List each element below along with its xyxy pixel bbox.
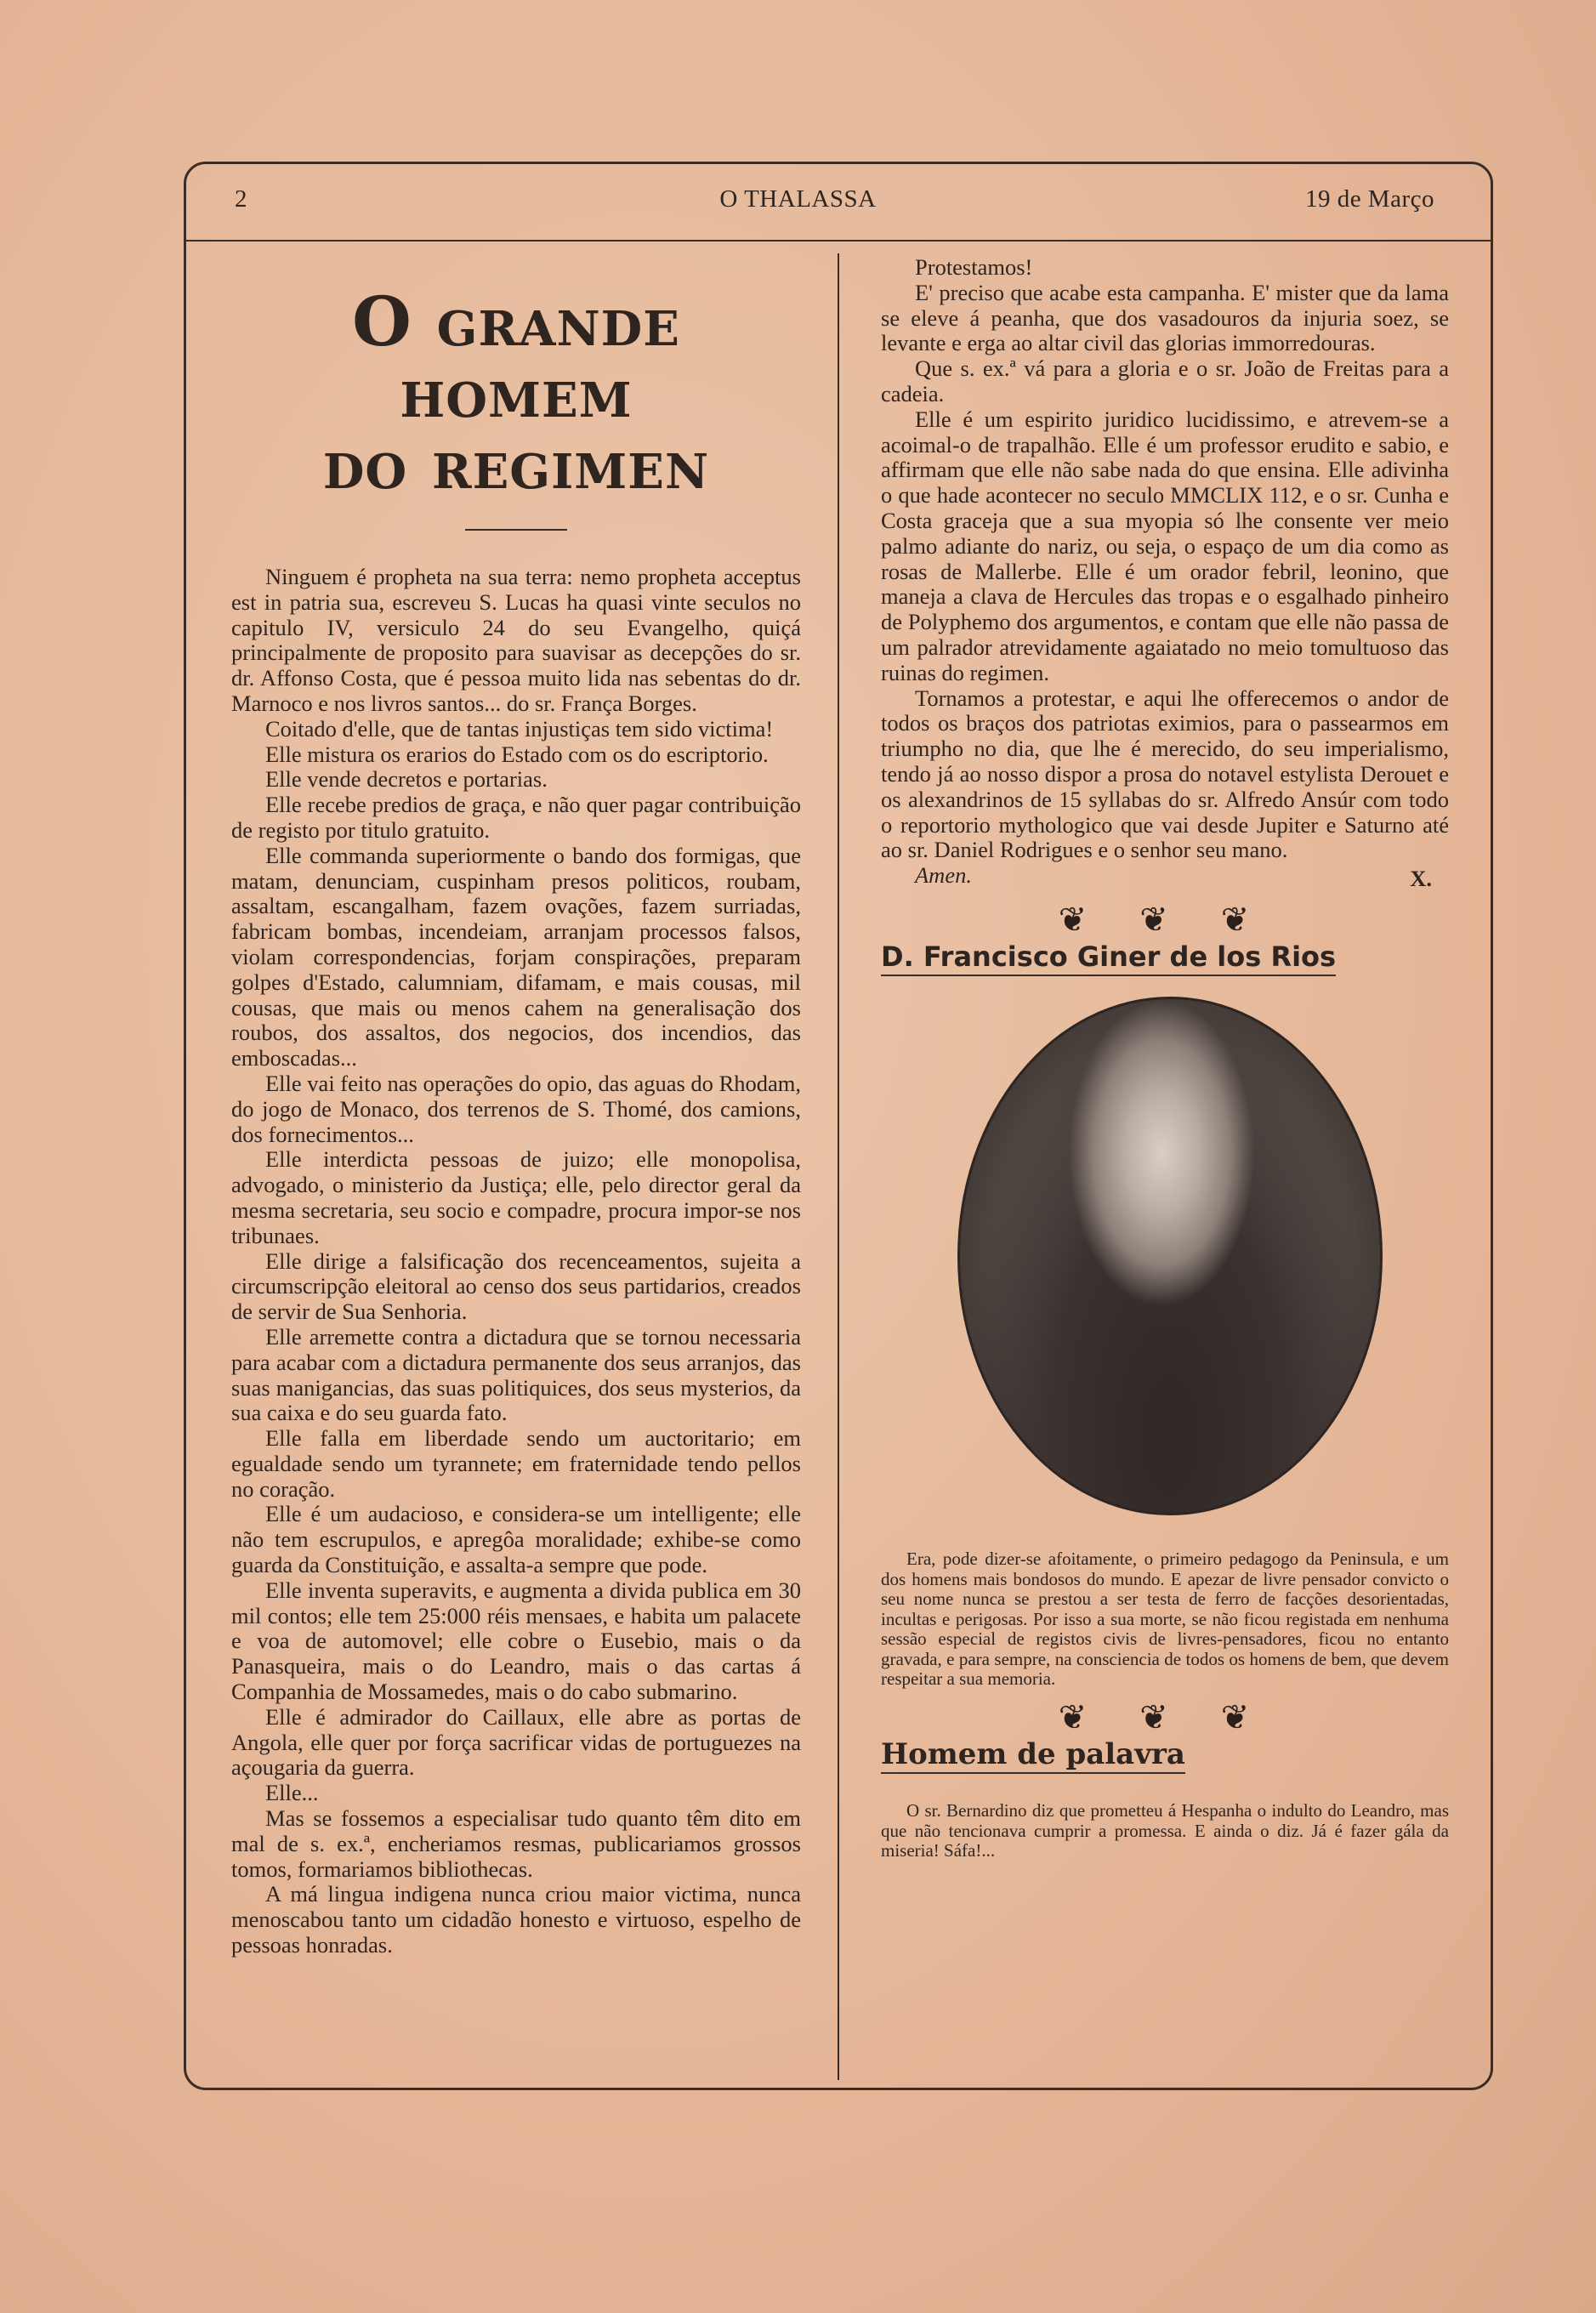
column-divider	[838, 253, 839, 2080]
ornament-divider-2: ❦ ❦ ❦	[1058, 1697, 1272, 1736]
paragraph: Elle inventa superavits, e augmenta a divida publica em 30 mil contos; elle tem 25:000 réis mensaes, e habita um palacete e voa de automovel; elle cobre o Eusebio, mais o da Panasqueira, mais o do Leandro, mais o das cartas á Companhia de Mossamedes, mais o do cabo submarino.	[231, 1577, 801, 1705]
paragraph: Elle vende decretos e portarias.	[265, 766, 548, 793]
palavra-heading: Homem de palavra	[881, 1742, 1185, 1775]
paragraph: Elle falla em liberdade sendo um auctoritario; em egualdade sendo um tyrannete; em fraternidade tendo pellos no coração.	[231, 1425, 801, 1502]
paragraph: Elle recebe predios de graça, e não quer pagar contribuição de registo por titulo gratuito.	[231, 792, 801, 843]
header-rule	[184, 240, 1493, 242]
paragraph: Mas se fossemos a especialisar tudo quanto têm dito em mal de s. ex.ª, encheriamos resmas, publicariamos grossos tomos, formariamos bibliothecas.	[231, 1805, 801, 1882]
paragraph: Elle arremette contra a dictadura que se tornou necessaria para acabar com a dictadura permanente dos seus arranjos, das suas manigancias, das suas politiquices, dos seus mysterios, da sua caixa e do seu guarda fato.	[231, 1323, 801, 1426]
page-number: 2	[235, 185, 247, 213]
title-rule	[465, 529, 567, 531]
paragraph: Elle interdicta pessoas de juizo; elle monopolisa, advogado, o ministerio da Justiça; elle, pelo director geral da mesma secretaria, seu socio e compadre, procura impor-se nos tribunaes.	[231, 1146, 801, 1248]
paragraph: Coitado d'elle, que de tantas injustiças tem sido victima!	[265, 715, 774, 742]
portrait-container	[881, 997, 1449, 1524]
paragraph: Elle vai feito nas operações do opio, das aguas do Rhodam, do jogo de Monaco, dos terrenos de S. Thomé, dos camions, dos fornecimentos...	[231, 1070, 801, 1147]
giner-heading: D. Francisco Giner de los Rios	[881, 945, 1336, 977]
paragraph: Elle dirige a falsificação dos recenceamentos, sujeita a circumscripção eleitoral ao censo dos seus partidarios, creados de servir de Sua Senhoria.	[231, 1247, 801, 1325]
paragraph: Elle...	[265, 1780, 319, 1806]
portrait-photo	[957, 997, 1383, 1515]
paragraph: Elle commanda superiormente o bando dos formigas, que matam, denunciam, cuspinham presos politicos, roubam, assaltam, escangalham, fazem ovações, fazem surriadas, fabricam bombas, incendeiam, arranjam processos falsos, violam correspondencias, forjam conspirações, preparam golpes d'Estado, calumniam, difamam, e mais cousas, mil cousas, que mais ou menos cahem na generalisação dos roubos, dos assaltos, dos negocios, dos incendios, das emboscadas...	[231, 842, 801, 1071]
paragraph: Protestamos!	[915, 254, 1033, 280]
article-title	[231, 281, 801, 504]
paragraph: Elle é admirador do Caillaux, elle abre as portas de Angola, elle quer por força sacrificar vidas de portuguezes na açougaria da guerra.	[231, 1703, 801, 1781]
palavra-text: O sr. Bernardino diz que prometteu á Hespanha o indulto do Leandro, mas que não tencionava cumprir a promessa. E ainda o diz. Já é fazer gála da miseria! Sáfa!...	[881, 1800, 1449, 1861]
portrait-caption	[881, 1549, 1449, 1690]
article-title-line-1: O grande homem	[352, 281, 680, 433]
paragraph: Ninguem é propheta na sua terra: nemo propheta acceptus est in patria sua, escreveu S. Lucas ha quasi vinte seculos no capitulo IV, versiculo 24 do seu Evangelho, quiçá principalmente de proposito para suavisar as decepções do sr. dr. Affonso Costa, que é pessoa muito lida nas sebentas do dr. Marnoco e nos livros santos... do sr. França Borges.	[231, 564, 801, 716]
palavra-text-block	[881, 1801, 1449, 1861]
publication-title: O THALASSA	[719, 185, 877, 213]
article-title-line-2: do regimen	[322, 424, 710, 504]
issue-date: 19 de Março	[1304, 185, 1434, 213]
paragraph: E' preciso que acabe esta campanha. E' mister que da lama se eleve á peanha, que dos vasadouros da injuria soez, se levante e erga ao altar civil das glorias immorredouras.	[881, 279, 1449, 356]
paragraph: Tornamos a protestar, e aqui lhe offerecemos o andor de todos os braços dos patriotas eximios, para o passearmos em triumpho no dia, que lhe é merecido, do seu imperialismo, tendo já ao nosso dispor a prosa do notavel estylista Derouet e os alexandrinos de 15 syllabas do sr. Alfredo Ansúr com todo o reportorio mythologico que vai desde Jupiter e Saturno até ao sr. Daniel Rodrigues e o senhor seu mano.	[881, 685, 1449, 863]
closing: Amen.	[915, 862, 972, 889]
signature: X.	[1410, 865, 1432, 891]
ornament-divider: ❦ ❦ ❦	[1058, 900, 1272, 939]
caption-text: Era, pode dizer-se afoitamente, o primeiro pedagogo da Peninsula, e um dos homens mais bondosos do mundo. E apezar de livre pensador convicto o seu nome nunca se prestou a ser testa de ferro de facções desorientadas, incultas e perigosas. Por isso a sua morte, se não ficou registada em nenhuma sessão especial de registos civis de livres-pensadores, ficou no entanto gravada, e para sempre, na consciencia de todos os homens de bem, que devem respeitar a sua memoria.	[881, 1549, 1449, 1690]
right-column	[881, 255, 1449, 1861]
paragraph: Elle é um audacioso, e considera-se um intelligente; elle não tem escrupulos, e apregôa moralidade; exhibe-se como guarda da Constituição, e assalta-a sempre que pode.	[231, 1501, 801, 1578]
paragraph: Elle é um espirito juridico lucidissimo, e atrevem-se a acoimal-o de trapalhão. Elle é um professor erudito e sabio, e affirmam que elle não sabe nada do que ensina. Elle adivinha o que hade acontecer no seculo MMCLIX 112, e o sr. Cunha e Costa graceja que a sua myopia só lhe consente ver meio palmo adiante do nariz, ou seja, o espaço de um dia como as rosas de Mallerbe. Elle é um orador febril, leonino, que maneja a clava de Hercules das tropas e o esgalhado pinheiro de Polyphemo dos argumentos, e contam que elle não passa de um palrador atrevidamente agaiatado no meio tomultuoso das ruinas do regimen.	[881, 406, 1449, 685]
left-column	[231, 255, 801, 1958]
paragraph: Elle mistura os erarios do Estado com os do escriptorio.	[265, 741, 769, 767]
paragraph: A má lingua indigena nunca criou maior victima, nunca menoscabou tanto um cidadão honesto e virtuoso, espelho de pessoas honradas.	[231, 1881, 801, 1958]
paragraph: Que s. ex.ª vá para a gloria e o sr. João de Freitas para a cadeia.	[881, 355, 1449, 406]
